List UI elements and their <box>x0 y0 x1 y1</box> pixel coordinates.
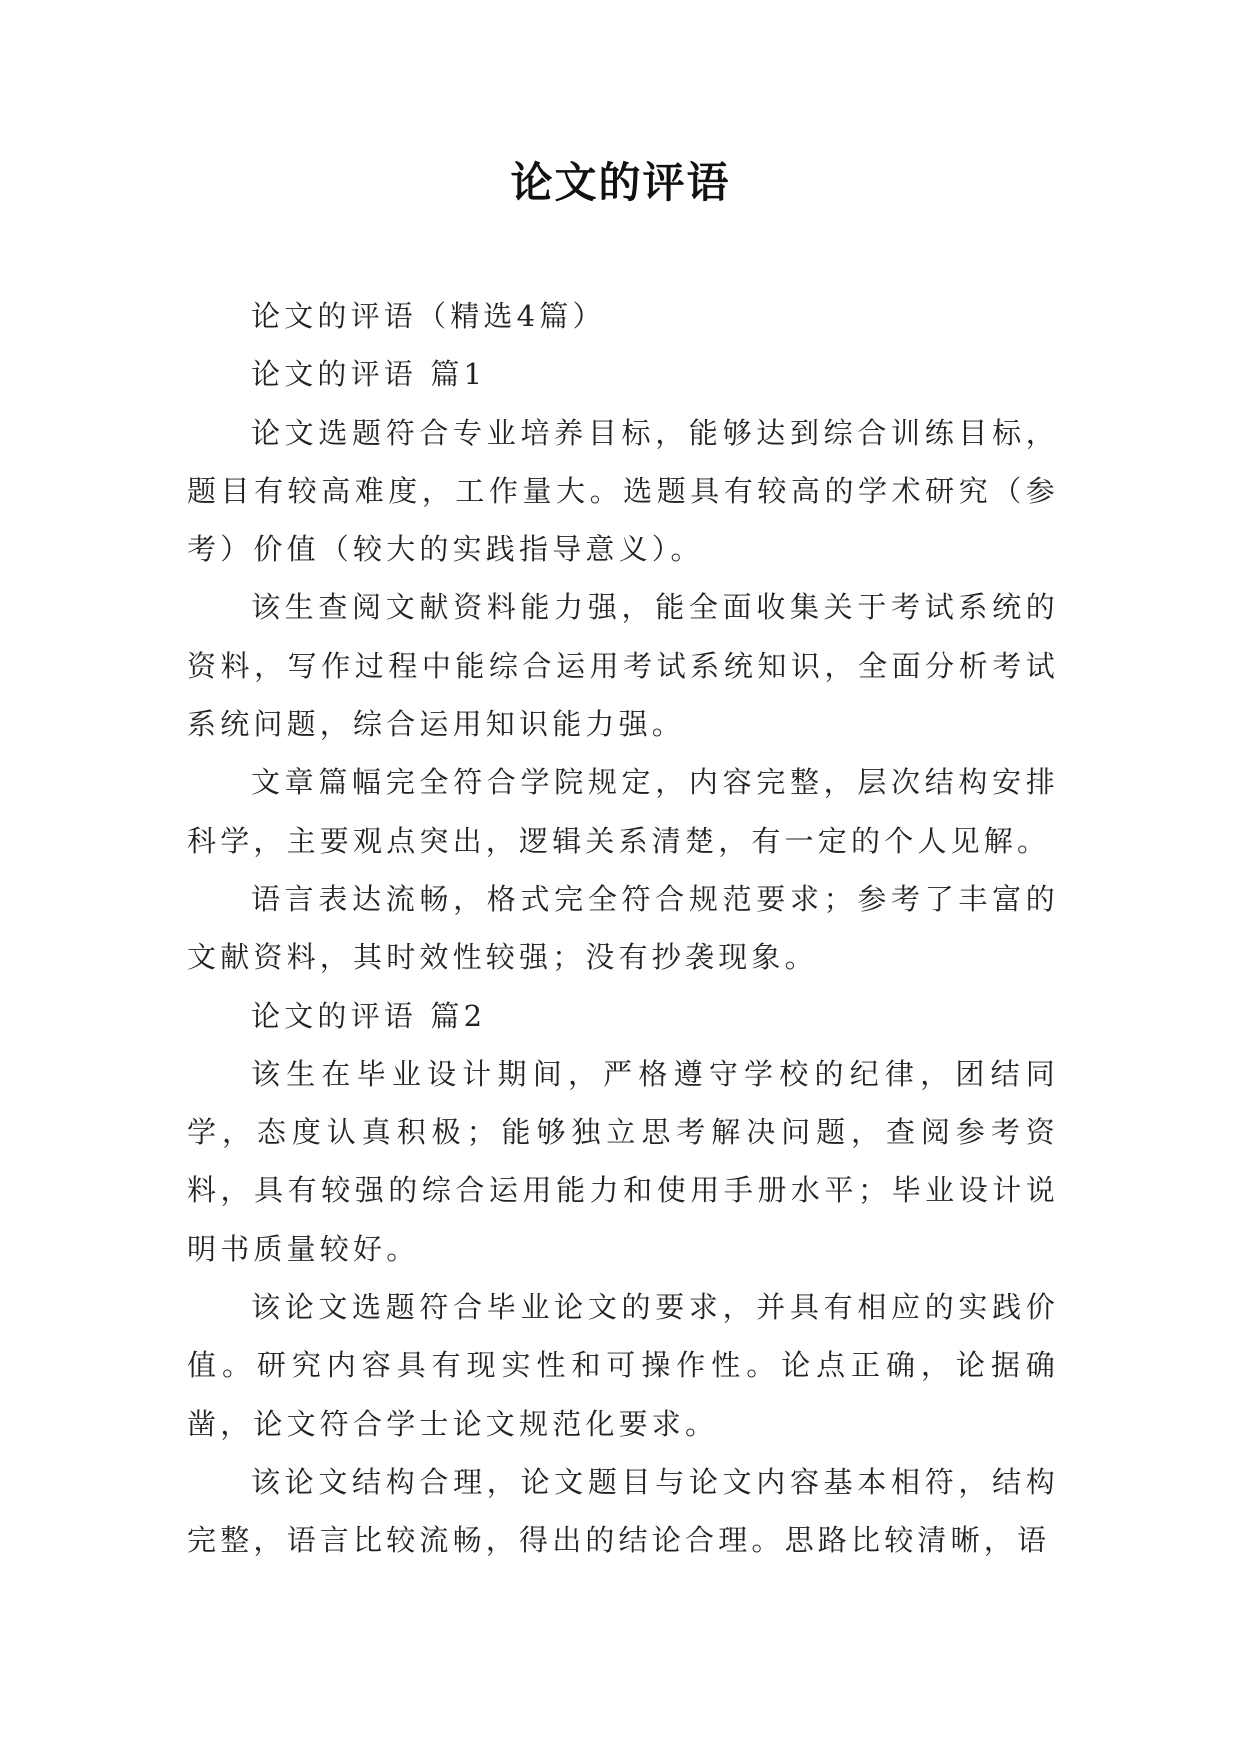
paragraph-subtitle: 论文的评语（精选4篇） <box>251 299 606 333</box>
section-heading-2: 论文的评语 篇2 <box>251 998 487 1033</box>
paragraph: 文章篇幅完全符合学院规定，内容完整，层次结构安排科学，主要观点突出，逻辑关系清楚，有一定的个人见解。 <box>187 765 1059 858</box>
paragraph: 该论文选题符合毕业论文的要求，并具有相应的实践价值。研究内容具有现实性和可操作性。论点正确，论据确凿，论文符合学士论文规范化要求。 <box>187 1290 1059 1441</box>
paragraph: 论文选题符合专业培养目标，能够达到综合训练目标，题目有较高难度，工作量大。选题具有较高的学术研究（参考）价值（较大的实践指导意义）。 <box>187 415 1059 567</box>
paragraph: 语言表达流畅，格式完全符合规范要求；参考了丰富的文献资料，其时效性较强；没有抄袭现象。 <box>187 881 1059 975</box>
paragraph: 该生在毕业设计期间，严格遵守学校的纪律，团结同学，态度认真积极；能够独立思考解决问题，查阅参考资料，具有较强的综合运用能力和使用手册水平；毕业设计说明书质量较好。 <box>187 1056 1059 1266</box>
section-heading-1: 论文的评语 篇1 <box>251 357 487 392</box>
document-title: 论文的评语 <box>510 158 731 207</box>
paragraph: 该论文结构合理，论文题目与论文内容基本相符，结构完整，语言比较流畅，得出的结论合理。思路比较清晰，语 <box>187 1464 1059 1558</box>
document-body <box>187 287 1059 1570</box>
paragraph: 该生查阅文献资料能力强，能全面收集关于考试系统的资料，写作过程中能综合运用考试系统知识，全面分析考试系统问题，综合运用知识能力强。 <box>187 590 1059 742</box>
